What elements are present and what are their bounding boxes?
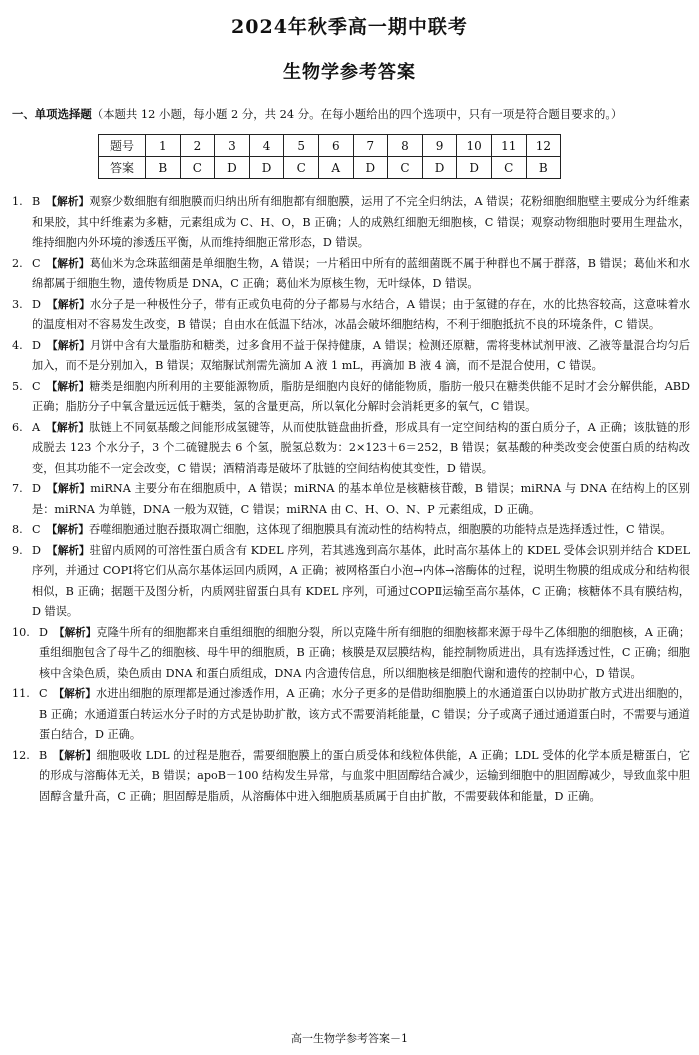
analysis-tag: 【解析】 [46,196,90,208]
explanation-item-4 [12,336,690,377]
question-number: 7 [353,135,388,157]
question-number: 11 [491,135,526,157]
item-answer: C [32,523,41,536]
item-answer: D [32,543,41,557]
explanation-item-9 [12,541,690,623]
analysis-tag: 【解析】 [46,524,89,536]
item-answer: B [32,195,41,208]
question-number: 1 [146,135,181,157]
analysis-tag: 【解析】 [46,421,90,434]
answer-table-answer-row [99,157,561,179]
item-text: 观察少数细胞有细胞膜而归纳出所有细胞都有细胞膜，运用了不完全归纳法，A 错误；花粉细胞细胞壁主要成分为纤维素和果胶，其中纤维素为多糖，元素组成为 C、H、O，B 正确；人的成熟红细胞无细胞核，C 错误；观察动物细胞时要用生理盐水，维持细胞内外环境的渗透压平衡，从而维持细胞正常形态，D 错误。 [32,195,690,249]
answer-cell: D [215,157,250,179]
analysis-tag: 【解析】 [46,483,91,495]
item-answer: A [32,420,41,434]
item-text: 肽链上不同氨基酸之间能形成氢键等，从而使肽链盘曲折叠，形成具有一定空间结构的蛋白质分子，A 正确；该肽链的形成脱去 123 个水分子，3 个二硫键脱去 6 个氢，脱氢总数为：2×123＋6＝252，B 错误；氨基酸的种类改变会使蛋白质的结构改变，但其功能不一定会改变，C 错误；酒精消毒是破坏了肽链的空间结构使其变性，D 错误。 [32,420,691,475]
item-number: 12. [12,748,30,762]
explanation-item-1 [12,192,690,254]
item-answer: C [32,379,41,393]
answer-cell: A [318,157,353,179]
analysis-tag: 【解析】 [53,749,97,762]
explanation-item-7 [12,479,690,520]
question-number: 6 [318,135,353,157]
question-number: 12 [526,135,561,157]
explanation-list [12,192,690,807]
answer-table-number-row [99,135,561,157]
item-answer: C [39,687,48,700]
item-text: 细胞吸收 LDL 的过程是胞吞，需要细胞膜上的蛋白质受体和线粒体供能，A 正确；LDL 受体的化学本质是糖蛋白，它的形成与溶酶体无关，B 错误；apoB－100 结构发生异常，与血浆中胆固醇结合减少，运输到细胞中的胆固醇减少，导致血浆中胆固醇含量升高，C 正确；胆固醇是脂质，从溶酶体中进入细胞质基质属于自由扩散，不需要载体和能量，D 正确。 [39,748,691,803]
explanation-item-12 [12,746,690,808]
question-number: 9 [422,135,457,157]
answer-cell: D [457,157,492,179]
explanation-item-10 [12,623,690,685]
answer-cell: D [422,157,457,179]
item-number: 3. [12,297,23,311]
item-text: 葛仙米为念珠蓝细菌是单细胞生物，A 错误；一片稻田中所有的蓝细菌既不属于种群也不属于群落，B 错误；葛仙米和水绵都属于细胞生物，遗传物质是 DNA，C 正确；葛仙米为原核生物，无叶绿体，D 错误。 [32,256,690,290]
item-answer: B [39,748,48,762]
analysis-tag: 【解析】 [46,544,90,557]
item-number: 7. [12,482,23,495]
answer-cell: C [284,157,319,179]
question-number: 3 [215,135,250,157]
item-text: 糖类是细胞内所利用的主要能源物质，脂肪是细胞内良好的储能物质，脂肪一般只在糖类供能不足时才会分解供能，ABD 正确；脂肪分子中氧含量远远低于糖类，氢的含量更高，所以氧化分解时会消耗更多的氧气，C 错误。 [32,379,690,413]
item-answer: D [32,338,41,352]
item-number: 5. [12,379,23,393]
answer-cell: C [180,157,215,179]
explanation-item-11 [12,684,690,746]
analysis-tag: 【解析】 [53,626,97,639]
number-row-label: 题号 [99,135,146,157]
analysis-tag: 【解析】 [46,298,90,311]
item-number: 8. [12,523,23,536]
item-answer: C [32,256,41,270]
analysis-tag: 【解析】 [46,339,90,352]
item-number: 9. [12,543,23,557]
section-instruction: （本题共 12 小题，每小题 2 分，共 24 分。在每小题给出的四个选项中，只有一项是符合题目要求的。） [91,107,623,121]
item-answer: D [32,297,41,311]
item-text: 月饼中含有大量脂肪和糖类，过多食用不益于保持健康，A 错误；检测还原糖，需将斐林试剂甲液、乙液等量混合均匀后加入，而不是分别加入，B 错误；双缩脲试剂需先滴加 A 液 1 mL，再滴加 B 液 4 滴，而不是混合使用，C 错误。 [32,338,691,372]
answer-cell: C [388,157,423,179]
question-number: 2 [180,135,215,157]
exam-title: 2024年秋季高一期中联考 [231,16,468,38]
item-number: 1. [12,195,23,208]
analysis-tag: 【解析】 [46,257,90,270]
question-number: 10 [457,135,492,157]
document-subtitle: 生物学参考答案 [283,62,416,83]
answer-cell: B [526,157,561,179]
item-answer: D [32,482,41,495]
answer-cell: C [491,157,526,179]
item-text: 驻留内质网的可溶性蛋白质含有 KDEL 序列，若其逃逸到高尔基体，此时高尔基体上的 KDEL 受体会识别并结合 KDEL 序列，并通过 COPⅠ将它们从高尔基体运回内质网，A 正确；被网格蛋白小泡→内体→溶酶体的过程，说明生物膜的组成成分和结构很相似，B 正确；据题干及图分析，内质网驻留蛋白具有 KDEL 序列，可通过COPⅡ运输至高尔基体，C 正确；核糖体不具有膜结构，D 错误。 [32,543,691,618]
item-answer: D [39,625,48,639]
item-text: 克隆牛所有的细胞都来自重组细胞的细胞分裂，所以克隆牛所有细胞的细胞核都来源于母牛乙体细胞的细胞核，A 正确；重组细胞包含了母牛乙的细胞核、母牛甲的细胞质，B 正确；核膜是双层膜结构，能控制物质进出，具有选择透过性，C 正确；细胞核中含染色质，染色质由 DNA 和蛋白质组成，DNA 内含遗传信息，所以细胞核是细胞代谢和遗传的控制中心，D 错误。 [39,625,691,680]
explanation-item-2 [12,254,690,295]
analysis-tag: 【解析】 [46,380,90,393]
page-footer: 高一生物学参考答案－1 [291,1032,408,1045]
item-number: 10. [12,625,30,639]
item-text: 吞噬细胞通过胞吞摄取凋亡细胞，这体现了细胞膜具有流动性的结构特点，细胞膜的功能特点是选择透过性，C 错误。 [88,523,672,536]
item-text: miRNA 主要分布在细胞质中，A 错误；miRNA 的基本单位是核糖核苷酸，B 错误；miRNA 与 DNA 在结构上的区别是：miRNA 为单链，DNA 一般为双链，C 错误；miRNA 由 C、H、O、N、P 元素组成，D 正确。 [32,482,691,516]
section-heading [12,106,692,122]
answer-cell: B [146,157,181,179]
item-text: 水进出细胞的原理都是通过渗透作用，A 正确；水分子更多的是借助细胞膜上的水通道蛋白以协助扩散方式进出细胞的，B 正确；水通道蛋白转运水分子时的方式是协助扩散，该方式不需要消耗能量，C 错误；分子或离子通过通道蛋白时，不需要与通道蛋白结合，D 正确。 [39,687,691,741]
section-title: 一、单项选择题 [12,107,92,121]
analysis-tag: 【解析】 [53,688,96,700]
explanation-item-8 [12,520,690,541]
answer-cell: D [249,157,284,179]
item-text: 水分子是一种极性分子，带有正或负电荷的分子都易与水结合，A 错误；由于氢键的存在，水的比热容较高，这意味着水的温度相对不容易发生改变，B 错误；自由水在低温下结冰，冰晶会破坏细胞结构，不利于细胞抵抗不良的环境条件，C 错误。 [32,297,691,331]
explanation-item-3 [12,295,690,336]
answer-table [98,134,561,179]
explanation-item-5 [12,377,690,418]
question-number: 8 [388,135,423,157]
answer-cell: D [353,157,388,179]
item-number: 4. [12,338,23,352]
item-number: 2. [12,256,23,270]
item-number: 6. [12,420,23,434]
explanation-item-6 [12,418,690,480]
item-number: 11. [12,687,30,700]
question-number: 5 [284,135,319,157]
answer-row-label: 答案 [99,157,146,179]
question-number: 4 [249,135,284,157]
